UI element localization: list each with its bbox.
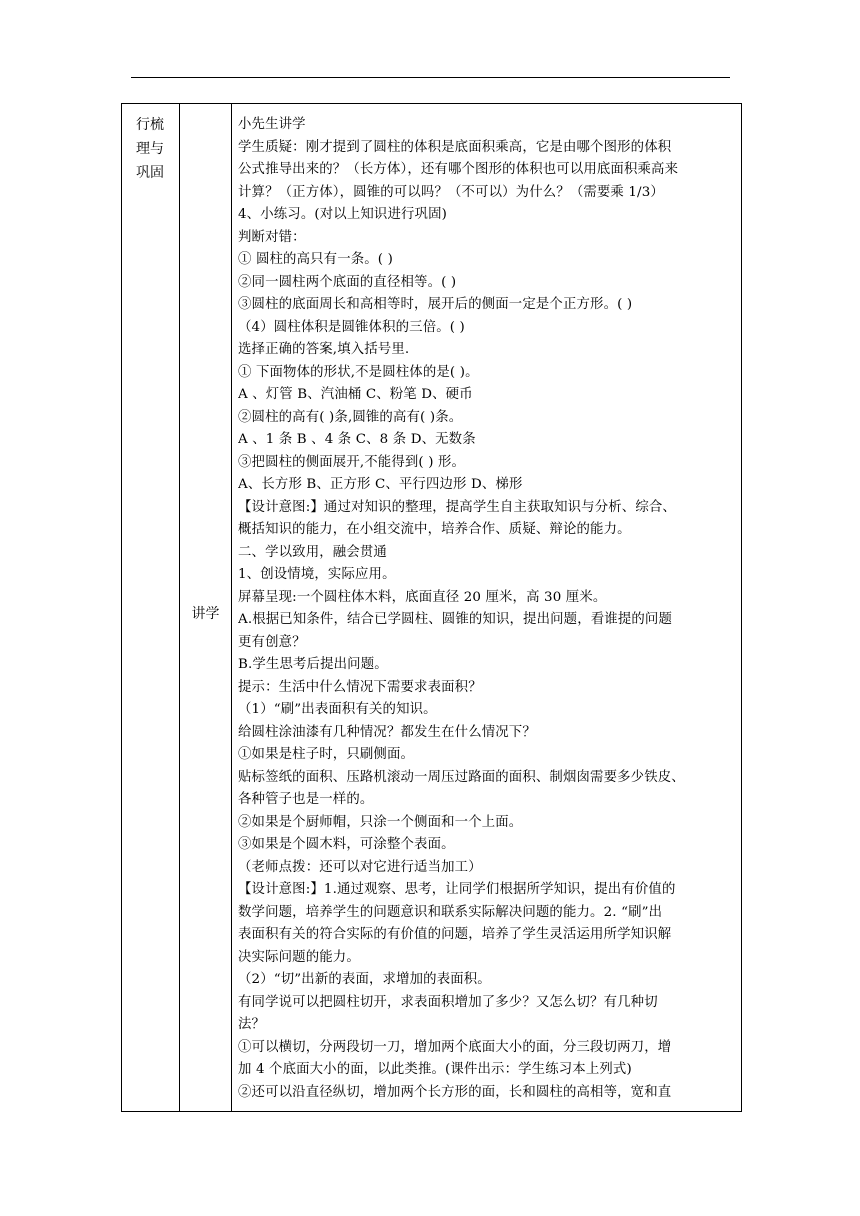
content-line: A、长方形 B、正方形 C、平行四边形 D、梯形 [238, 477, 523, 492]
method-label: 讲学 [191, 605, 220, 622]
content-line: 选择正确的答案,填入括号里. [238, 342, 410, 357]
content-line: ②同一圆柱两个底面的直径相等。( ) [238, 274, 457, 290]
content-line: 提示：生活中什么情况下需要求表面积？ [238, 679, 482, 695]
content-line: （老师点拨：还可以对它进行适当加工） [238, 859, 482, 875]
stage-label-line: 行梳 [136, 117, 164, 133]
content-line: ①如果是柱子时，只刷侧面。 [238, 747, 415, 762]
content-line: ②如果是个厨师帽，只涂一个侧面和一个上面。 [238, 814, 523, 830]
lesson-plan-table [121, 103, 742, 1112]
content-line: 学生质疑：刚才提到了圆柱的体积是底面积乘高，它是由哪个图形的体积 [238, 139, 672, 155]
stage-label-line: 理与 [136, 141, 164, 157]
content-line: 表面积有关的符合实际的有价值的问题，培养了学生灵活运用所学知识解 [238, 927, 672, 942]
content-line: 有同学说可以把圆柱切开，求表面积增加了多少？又怎么切？有几种切 [238, 994, 658, 1010]
content-line: B.学生思考后提出问题。 [238, 657, 388, 672]
content-line: 决实际问题的能力。 [238, 949, 360, 965]
content-line: ③圆柱的底面周长和高相等时，展开后的侧面一定是个正方形。( ) [238, 297, 633, 312]
content-line: A 、灯管 B、汽油桶 C、粉笔 D、硬币 [238, 387, 473, 402]
content-line: 小先生讲学 [238, 117, 306, 132]
content-line: ①可以横切，分两段切一刀，增加两个底面大小的面，分三段切两刀，增 [238, 1039, 672, 1055]
content-line: 法？ [238, 1017, 266, 1032]
content-line: A 、1 条 B 、4 条 C、8 条 D、无数条 [238, 432, 476, 447]
content-line: ③如果是个圆木料，可涂整个表面。 [238, 837, 455, 852]
content-line: 计算？（正方体），圆锥的可以吗？（不可以）为什么？（需要乘 1/3） [238, 184, 664, 200]
stage-cell [122, 104, 180, 1112]
content-line: A.根据已知条件，结合已学圆柱、圆锥的知识，提出问题，看谁提的问题 [238, 612, 672, 627]
content-line: 1、创设情境，实际应用。 [238, 567, 396, 582]
content-cell [232, 104, 742, 1112]
content-line: 公式推导出来的？（长方体），还有哪个图形的体积也可以用底面积乘高来 [238, 162, 679, 177]
stage-label [122, 104, 179, 185]
content-line: 【设计意图:】通过对知识的整理，提高学生自主获取知识与分析、综合、 [238, 499, 676, 515]
content-line: 给圆柱涂油漆有几种情况？都发生在什么情况下？ [238, 724, 536, 740]
table-row [122, 104, 742, 1112]
stage-label-line: 巩固 [136, 165, 164, 181]
content-line: 屏幕呈现:一个圆柱体木料，底面直径 20 厘米，高 30 厘米。 [238, 589, 607, 605]
header-rule [131, 77, 730, 78]
content-line: 贴标签纸的面积、压路机滚动一周压过路面的面积、制烟囱需要多少铁皮、 [238, 769, 685, 785]
content-line: ③把圆柱的侧面展开,不能得到( ) 形。 [238, 454, 466, 470]
content-line: ②还可以沿直径纵切，增加两个长方形的面，长和圆柱的高相等，宽和直 [238, 1084, 672, 1100]
content-line: ②圆柱的高有( )条,圆锥的高有( )条。 [238, 409, 463, 425]
content-line: （1）“刷”出表面积有关的知识。 [238, 702, 437, 717]
content-line: ① 下面物体的形状,不是圆柱体的是( )。 [238, 364, 479, 380]
content-line: （4）圆柱体积是圆锥体积的三倍。( ) [238, 319, 465, 335]
content-line: 更有创意？ [238, 634, 306, 650]
content-line: （2）“切”出新的表面，求增加的表面积。 [238, 972, 491, 987]
content-line: 二、学以致用，融会贯通 [238, 544, 387, 560]
content-line: 加 4 个底面大小的面，以此类推。(课件出示：学生练习本上列式) [238, 1062, 632, 1077]
content-body [232, 104, 741, 1104]
content-line: 4、小练习。(对以上知识进行巩固) [238, 207, 447, 222]
method-cell [180, 104, 232, 1112]
content-line: ① 圆柱的高只有一条。( ) [238, 252, 393, 267]
content-line: 概括知识的能力，在小组交流中，培养合作、质疑、辩论的能力。 [238, 522, 631, 537]
content-line: 数学问题，培养学生的问题意识和联系实际解决问题的能力。2. “刷”出 [238, 904, 663, 920]
content-line: 判断对错： [238, 229, 306, 245]
content-line: 各种管子也是一样的。 [238, 792, 374, 807]
content-line: 【设计意图:】1.通过观察、思考，让同学们根据所学知识，提出有价值的 [238, 882, 676, 897]
